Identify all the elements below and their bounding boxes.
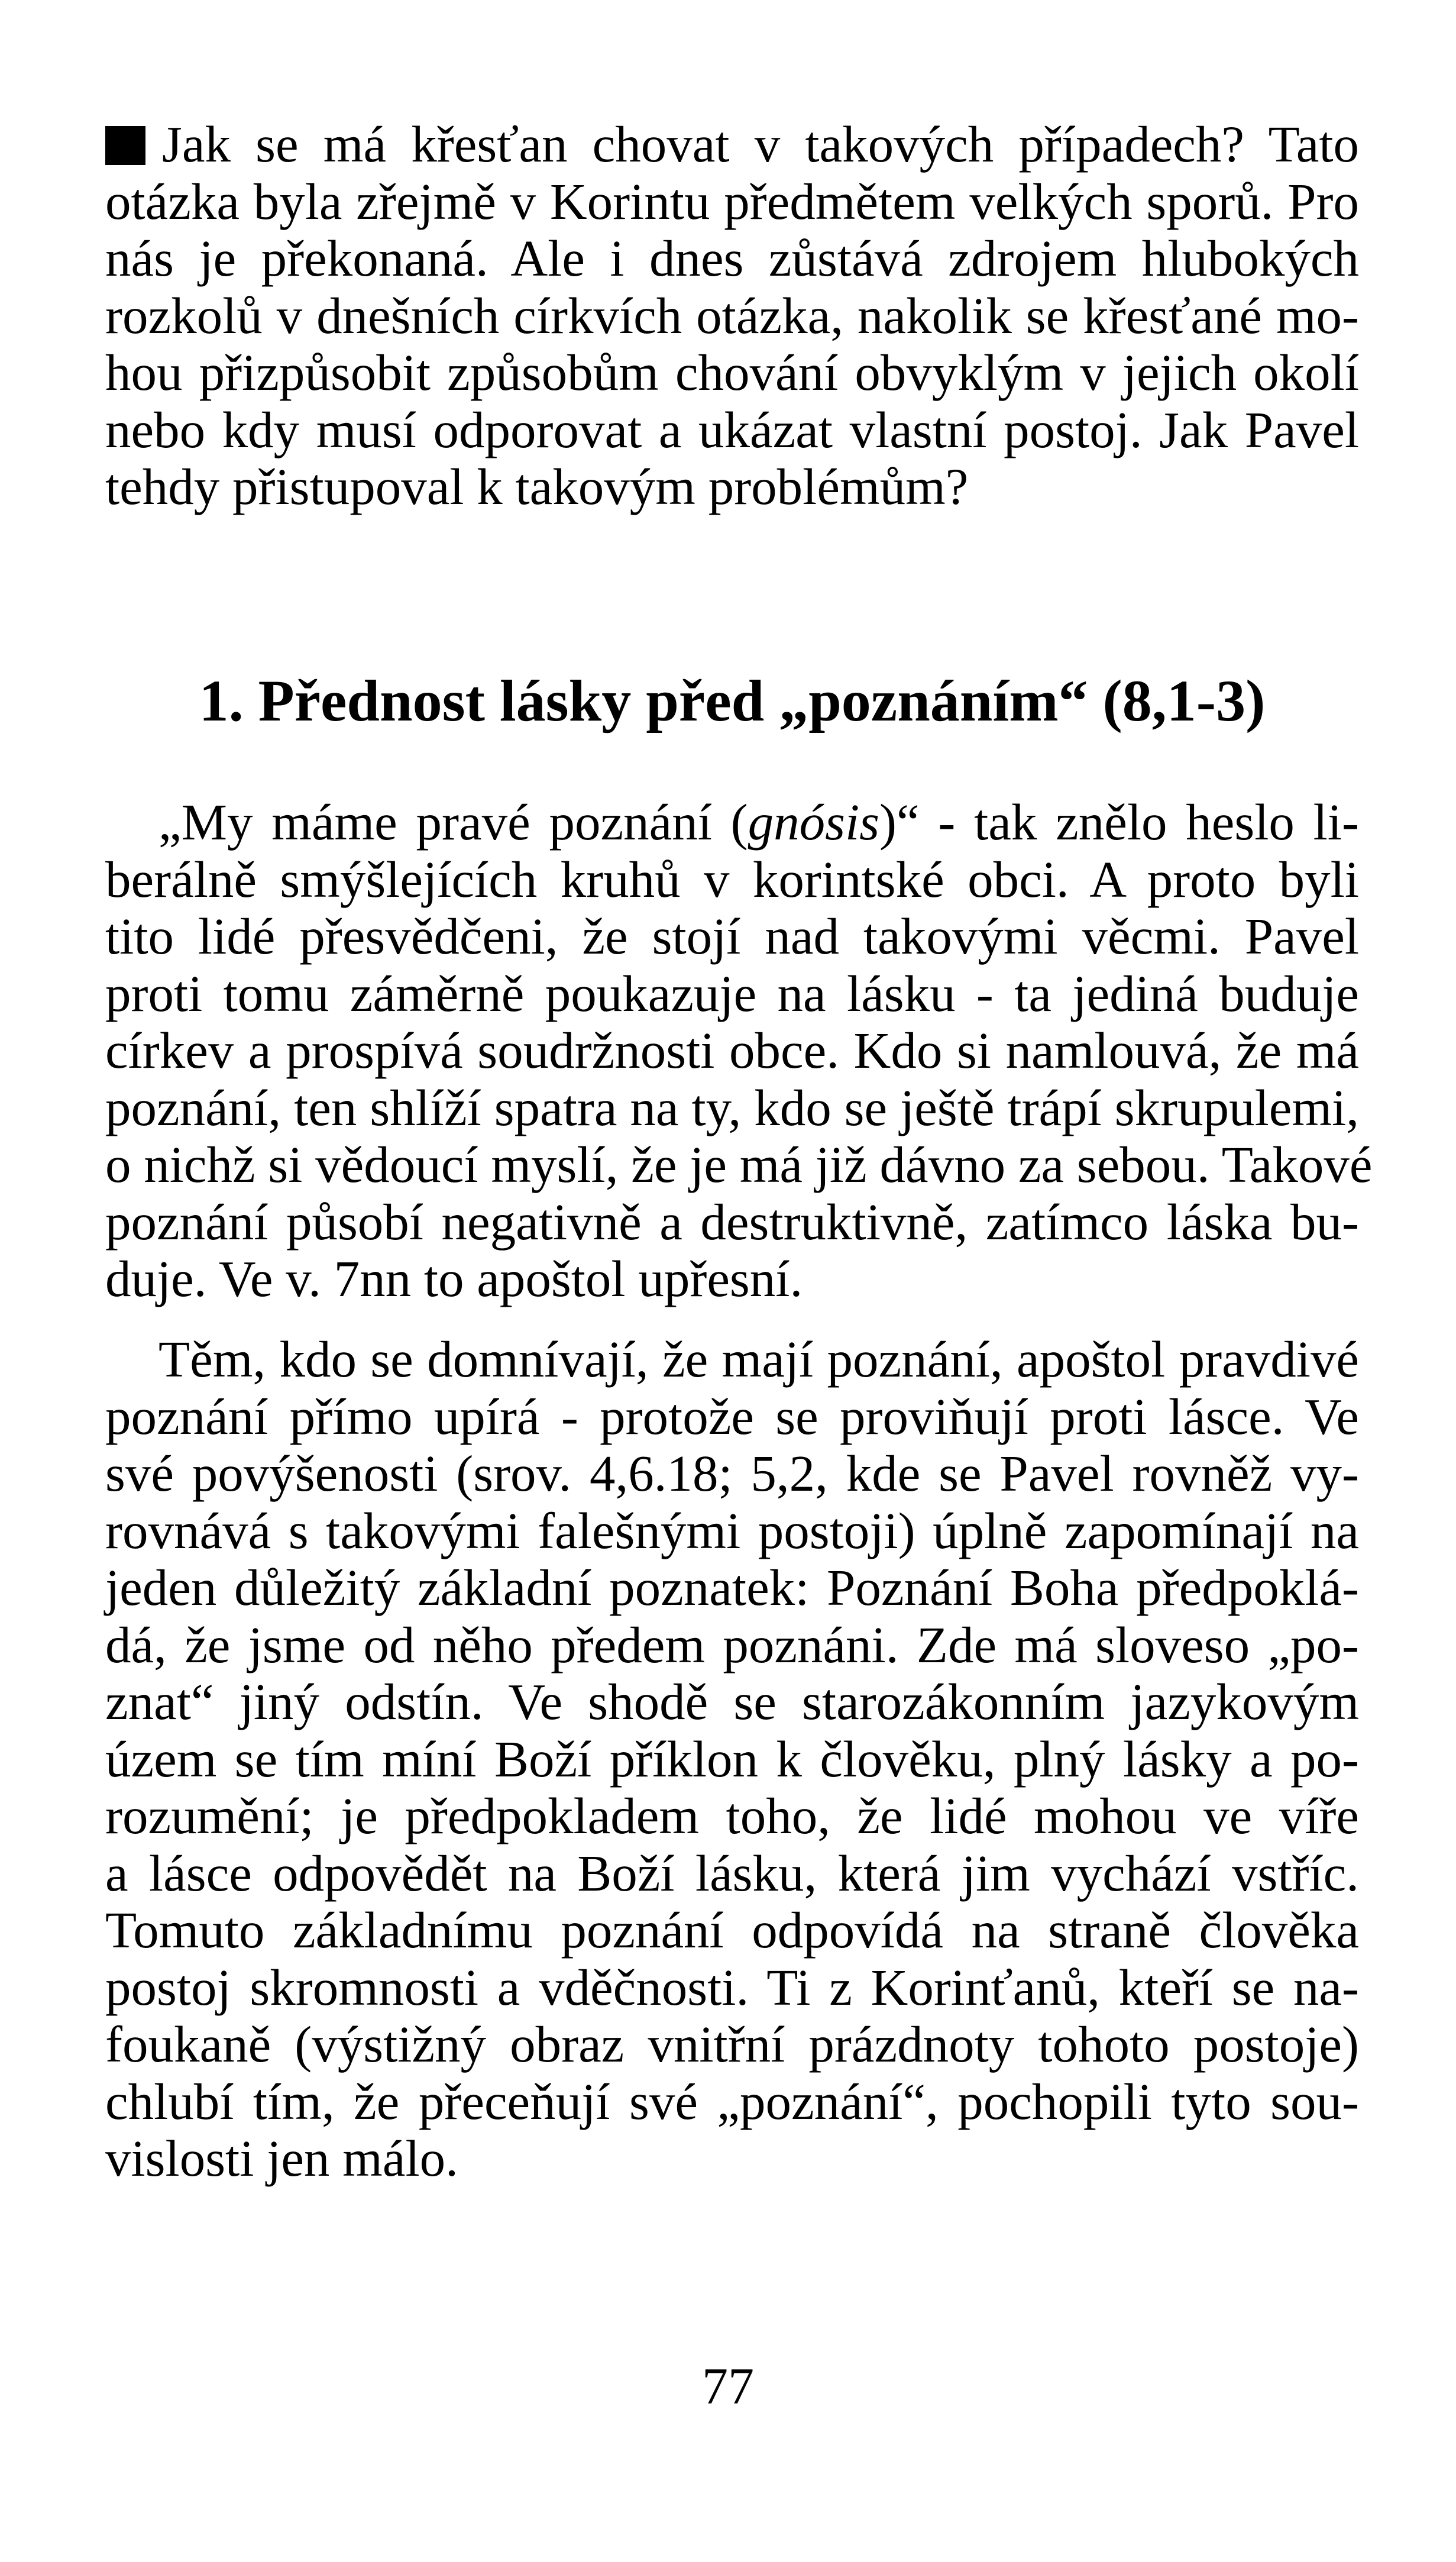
- paragraph-1-line-8: poznání působí negativně a destruktivně, zatímco láska bu-: [105, 1193, 1359, 1251]
- paragraph-2: [105, 1331, 1359, 2188]
- paragraph-2-line-10: a lásce odpovědět na Boží lásku, která jim vychází vstříc.: [105, 1844, 1359, 1902]
- intro-line-2: otázka byla zřejmě v Korintu předmětem velkých sporů. Pro: [105, 172, 1359, 230]
- paragraph-1-line-2: berálně smýšlejících kruhů v korintské obci. A proto byli: [105, 850, 1359, 908]
- paragraph-1-line-9: duje. Ve v. 7nn to apoštol upřesní.: [105, 1250, 803, 1307]
- section-marker-square: [105, 126, 145, 165]
- paragraph-1-line-3: tito lidé přesvědčeni, že stojí nad takovými věcmi. Pavel: [105, 907, 1359, 965]
- intro-line-3: nás je překonaná. Ale i dnes zůstává zdrojem hlubokých: [105, 230, 1359, 287]
- page-number: 77: [702, 2358, 754, 2415]
- paragraph-2-line-3: své povýšenosti (srov. 4,6.18; 5,2, kde se Pavel rovněž vy-: [105, 1445, 1359, 1502]
- section-heading: 1. Přednost lásky před „poznáním“ (8,1-3): [199, 668, 1266, 734]
- paragraph-2-line-2: poznání přímo upírá - protože se proviňují proti lásce. Ve: [105, 1387, 1359, 1445]
- paragraph-2-line-9: rozumění; je předpokladem toho, že lidé mohou ve víře: [105, 1787, 1359, 1844]
- paragraph-2-line-11: Tomuto základnímu poznání odpovídá na straně člověka: [105, 1901, 1359, 1959]
- intro-line-4: rozkolů v dnešních církvích otázka, nakolik se křesťané mo-: [105, 286, 1359, 344]
- paragraph-1-line-7: o nichž si vědoucí myslí, že je má již dávno za sebou. Takové: [105, 1136, 1373, 1193]
- intro-line-5: hou přizpůsobit způsobům chování obvyklým v jejich okolí: [105, 344, 1359, 401]
- paragraph-2-line-15: vislosti jen málo.: [105, 2130, 458, 2187]
- intro-line-7: tehdy přistupoval k takovým problémům?: [105, 458, 969, 515]
- paragraph-2-line-13: foukaně (výstižný obraz vnitřní prázdnoty tohoto postoje): [105, 2015, 1359, 2073]
- paragraph-2-line-12: postoj skromnosti a vděčnosti. Ti z Korinťanů, kteří se na-: [105, 1958, 1359, 2016]
- paragraph-1-line-5: církev a prospívá soudržnosti obce. Kdo si namlouvá, že má: [105, 1022, 1359, 1079]
- paragraph-1-line-4: proti tomu záměrně poukazuje na lásku - ta jediná buduje: [105, 964, 1359, 1022]
- paragraph-2-line-5: jeden důležitý základní poznatek: Poznání Boha předpoklá-: [105, 1559, 1359, 1616]
- paragraph-2-line-4: rovnává s takovými falešnými postoji) úplně zapomínají na: [105, 1501, 1359, 1559]
- greek-term: gnósis: [748, 793, 880, 851]
- intro-paragraph: [105, 116, 1359, 516]
- intro-line-6: nebo kdy musí odporovat a ukázat vlastní postoj. Jak Pavel: [105, 400, 1359, 458]
- paragraph-1: [105, 793, 1373, 1308]
- paragraph-2-line-6: dá, že jsme od něho předem poznáni. Zde má sloveso „po-: [105, 1616, 1359, 1673]
- paragraph-2-line-7: znat“ jiný odstín. Ve shodě se starozákonním jazykovým: [105, 1673, 1359, 1730]
- intro-line-1: Jak se má křesťan chovat v takových případech? Tato: [105, 116, 1359, 173]
- paragraph-2-line-1: Těm, kdo se domnívají, že mají poznání, apoštol pravdivé: [158, 1330, 1359, 1388]
- paragraph-2-line-14: chlubí tím, že přeceňují své „poznání“, pochopili tyto sou-: [105, 2072, 1359, 2130]
- paragraph-1-line-6: poznání, ten shlíží spatra na ty, kdo se ještě trápí skrupulemi,: [105, 1078, 1359, 1136]
- paragraph-2-line-8: územ se tím míní Boží příklon k člověku, plný lásky a po-: [105, 1730, 1359, 1788]
- paragraph-1-line-1: „My máme pravé poznání (gnósis)“ - tak znělo heslo li-: [158, 793, 1360, 851]
